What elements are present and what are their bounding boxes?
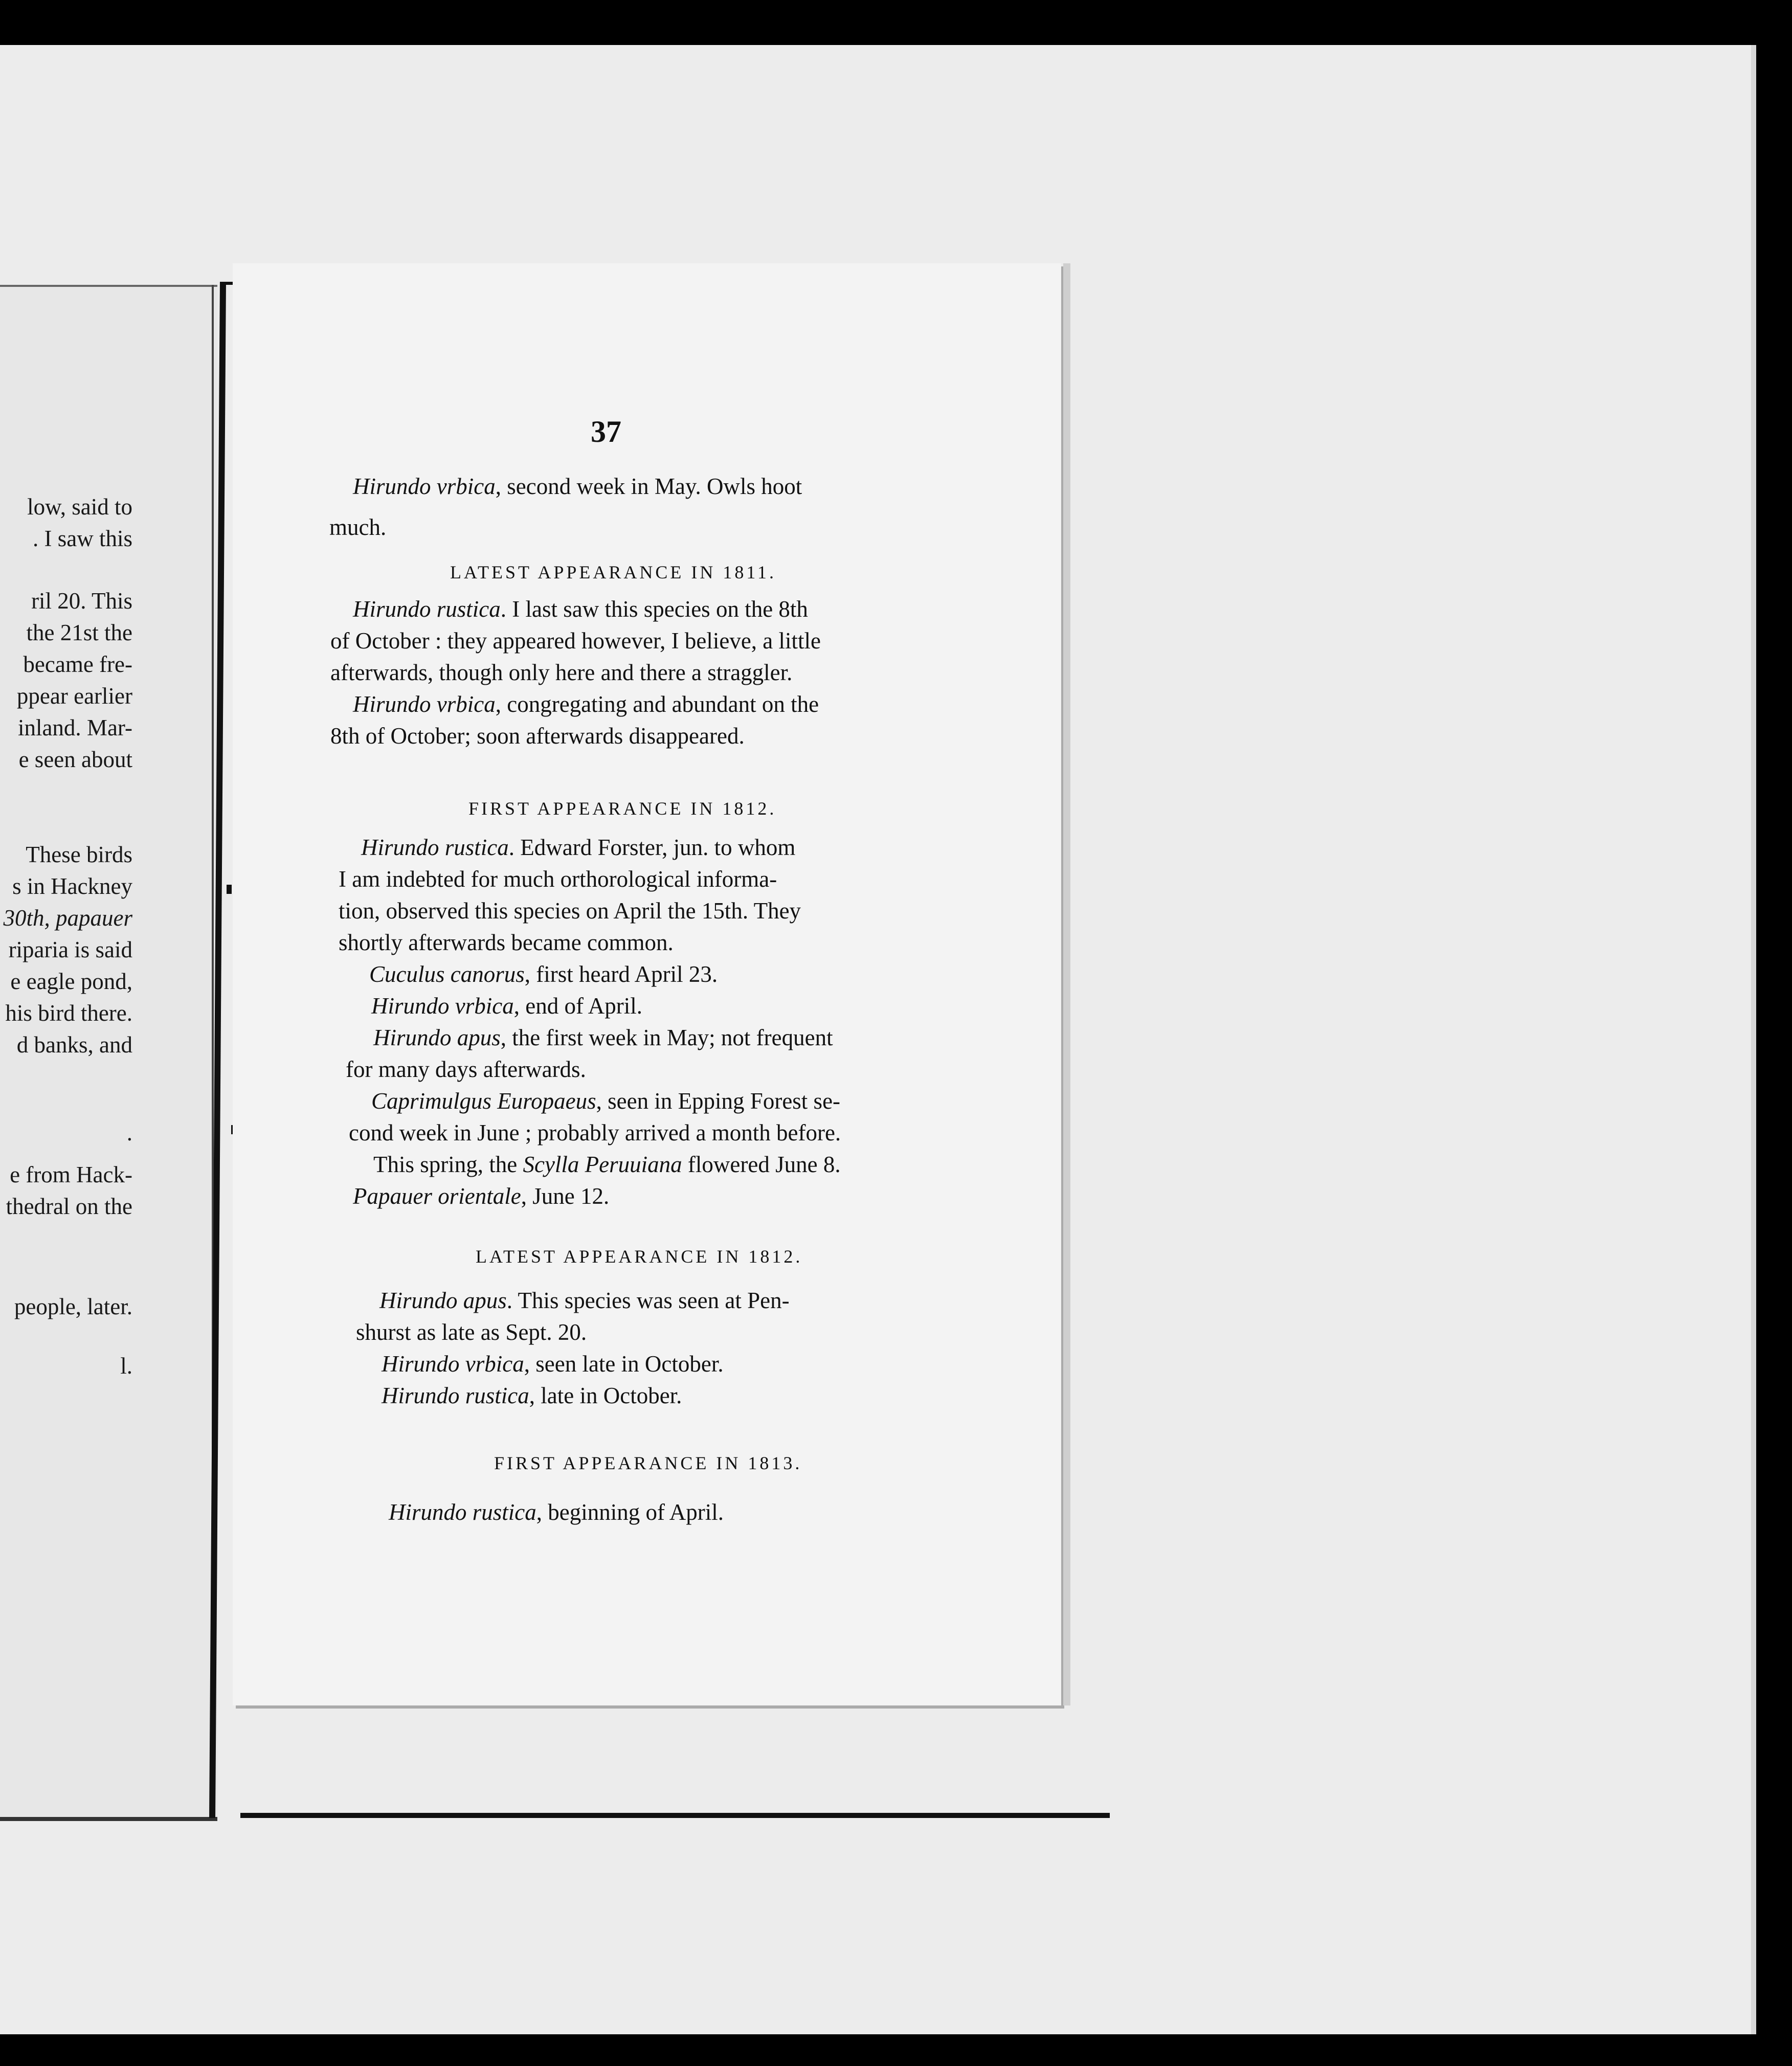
text-line: 8th of October; soon afterwards disappeared. [330, 723, 745, 749]
text-line: shurst as late as Sept. 20. [356, 1319, 587, 1345]
left-line: thedral on the [6, 1194, 132, 1219]
intro-line: much. [329, 514, 387, 540]
section-heading: FIRST APPEARANCE IN 1813. [494, 1453, 802, 1473]
line-text: , late in October. [529, 1383, 682, 1408]
species-name: Hirundo rustica [361, 835, 509, 860]
text-line [373, 1022, 833, 1053]
text-line [373, 1149, 841, 1180]
species-name: Hirundo apus [373, 1025, 501, 1050]
frame-notch [227, 885, 232, 894]
left-line: ppear earlier [16, 683, 132, 709]
species-name: Cuculus canorus [369, 961, 525, 987]
line-text: flowered June 8. [682, 1152, 841, 1177]
text-line: tion, observed this species on April the 15th. They [339, 898, 801, 924]
species-name: Hirundo vrbica [382, 1351, 524, 1377]
text-line [382, 1380, 682, 1411]
line-text: This spring, the [373, 1152, 523, 1177]
left-line: the 21st the [26, 620, 132, 645]
left-line: ril 20. This [31, 588, 132, 614]
left-line: e from Hack- [10, 1162, 132, 1187]
text-line: of October : they appeared however, I believe, a little [330, 628, 821, 654]
text-line: I am indebted for much orthorological informa- [339, 866, 777, 892]
line-text: , congregating and abundant on the [495, 691, 819, 717]
page-number: 37 [591, 415, 621, 448]
line-text: , beginning of April. [536, 1499, 724, 1525]
text-line: for many days afterwards. [346, 1057, 586, 1082]
left-line: . I saw this [33, 526, 132, 551]
text-line [371, 1085, 840, 1117]
text-line [361, 832, 795, 863]
species-name: Papauer orientale [353, 1183, 521, 1209]
line-text: , seen late in October. [524, 1351, 724, 1377]
left-line: 30th, papauer [3, 905, 132, 931]
left-line: his bird there. [5, 1000, 132, 1026]
text-line [389, 1496, 724, 1528]
text-line: cond week in June ; probably arrived a month before. [349, 1120, 841, 1146]
line-text: . This species was seen at Pen- [506, 1288, 790, 1313]
left-line: people, later. [14, 1294, 132, 1319]
line-text: , second week in May. Owls hoot [495, 474, 802, 499]
species-name: Hirundo vrbica [353, 691, 496, 717]
left-line: s in Hackney [12, 873, 132, 899]
left-page-bottom-rule [0, 1817, 217, 1821]
left-line: e eagle pond, [10, 969, 132, 994]
species-name: Hirundo rustica [353, 596, 501, 622]
species-name: Hirundo rustica [389, 1499, 536, 1525]
section-heading: LATEST APPEARANCE IN 1811. [450, 562, 777, 582]
species-name: Hirundo apus [379, 1288, 507, 1313]
line-text: , end of April. [513, 993, 642, 1019]
left-line: inland. Mar- [17, 715, 132, 740]
line-text: . I last saw this species on the 8th [500, 596, 808, 622]
species-name: Hirundo vrbica [353, 474, 496, 499]
line-text: , the first week in May; not frequent [500, 1025, 833, 1050]
text-line [369, 958, 718, 990]
species-name: Hirundo rustica [382, 1383, 529, 1408]
text-line: afterwards, though only here and there a straggler. [330, 660, 793, 685]
text-line [371, 990, 642, 1022]
sheet-edge [1751, 45, 1756, 2034]
text-line: shortly afterwards became common. [339, 930, 674, 955]
section-heading: LATEST APPEARANCE IN 1812. [476, 1246, 803, 1267]
species-name: Scylla Peruuiana [523, 1152, 682, 1177]
species-name: Caprimulgus Europaeus [371, 1088, 596, 1114]
left-line: e seen about [18, 747, 132, 772]
left-line: riparia is said [8, 937, 132, 962]
frame-bottom-rule [240, 1813, 1110, 1818]
text-line [382, 1348, 724, 1380]
left-line: l. [120, 1353, 132, 1379]
section-heading: FIRST APPEARANCE IN 1812. [468, 798, 777, 819]
line-text: , seen in Epping Forest se- [596, 1088, 841, 1114]
left-line: d banks, and [16, 1032, 132, 1058]
intro-line [353, 470, 802, 502]
species-name: Hirundo vrbica [371, 993, 514, 1019]
left-line: became fre- [23, 652, 132, 677]
text-line [379, 1285, 790, 1316]
text-line [353, 1180, 609, 1212]
text-line [353, 593, 808, 625]
line-text: , first heard April 23. [524, 961, 718, 987]
left-page-top-rule [0, 285, 217, 287]
left-line: . [126, 1120, 132, 1146]
left-line: low, said to [27, 494, 132, 520]
text-line [353, 688, 819, 720]
left-line: These birds [26, 842, 132, 867]
line-text: , June 12. [521, 1183, 610, 1209]
line-text: . Edward Forster, jun. to whom [508, 835, 796, 860]
